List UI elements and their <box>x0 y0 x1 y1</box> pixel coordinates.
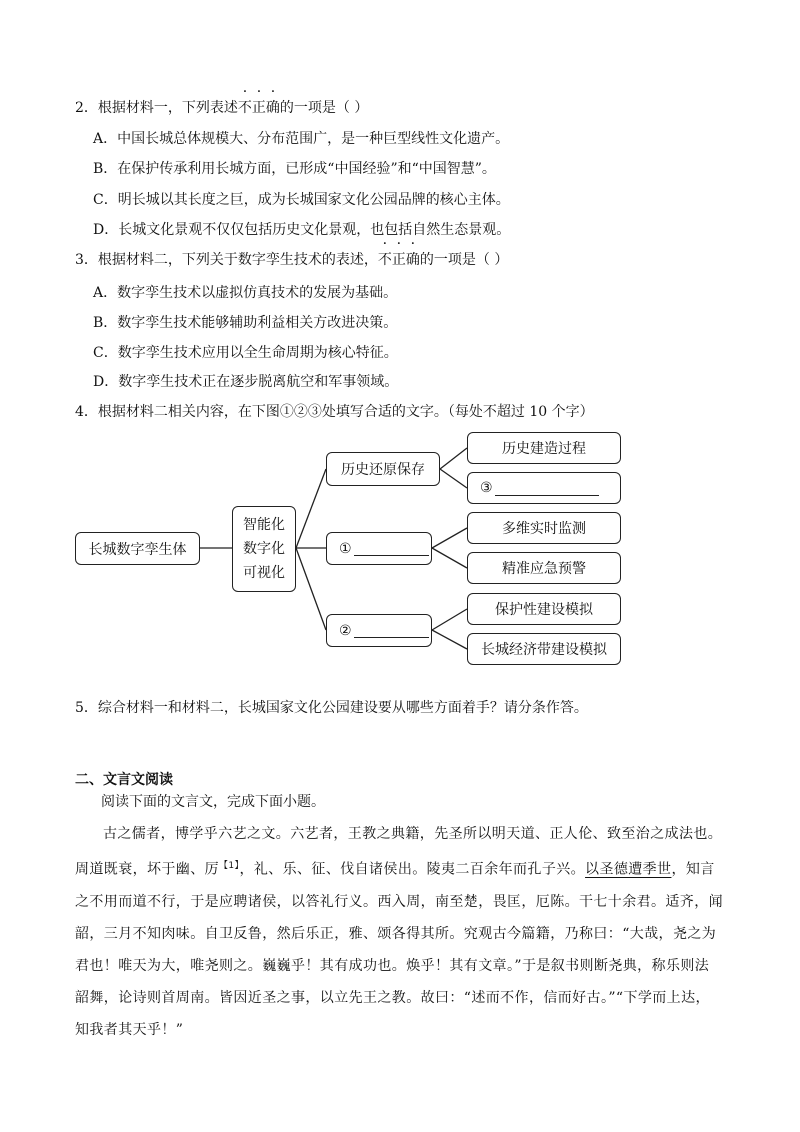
emphasis-char: 确 <box>405 252 420 268</box>
emphasis-char: 不 <box>237 100 252 116</box>
footnote-marker: 【1】 <box>219 861 240 871</box>
diagram-leaf-economic-sim: 长城经济带建设模拟 <box>467 633 621 665</box>
q3-option-a: A．数字孪生技术以虚拟仿真技术的发展为基础。 <box>93 285 398 301</box>
diagram-branch-blank-2: ② <box>326 614 432 647</box>
diagram-leaf-blank-3: ③ <box>467 472 621 504</box>
answer-blank <box>354 623 429 638</box>
classical-passage: 古之儒者，博学乎六艺之文。六艺者，王教之典籍，先圣所以明天道、正人伦、致至治之成法也。周道既衰，坏于幽、厉$^{【1】}$，礼、乐、征、伐自诸侯出。陵夷二百余年而孔子兴。以圣德遭季世，知言之不用而道不行，于是应聘诸侯，以答礼行义。西入周，南至楚，畏匡，厄陈。干七十余君。适齐，闻韶，三月不知肉味。自卫反鲁，然后乐正，雅、颂各得其所。究观古今篇籍，乃称曰：“大哉，尧之为君也！唯天为大，唯尧则之。巍巍乎！其有成功也。焕乎！其有文章。”于是叙书则断尧典，称乐则法韶舞，论诗则首周南。皆因近圣之事，以立先王之教。故曰：“述而不作，信而好古。”“下学而上达，知我者其天乎！” <box>75 826 723 1038</box>
q3-option-b: B．数字孪生技术能够辅助利益相关方改进决策。 <box>93 315 398 331</box>
q2-option-b: B．在保护传承利用长城方面，已形成“中国经验”和“中国智慧”。 <box>93 161 496 177</box>
diagram-leaf-protection-sim: 保护性建设模拟 <box>467 593 621 625</box>
q2-option-a: A．中国长城总体规模大、分布范围广，是一种巨型线性文化遗产。 <box>93 131 510 147</box>
q3-option-d: D．数字孪生技术正在逐步脱离航空和军事领域。 <box>93 374 399 390</box>
emphasis-char: 正 <box>251 100 266 116</box>
diagram-leaf-history-process: 历史建造过程 <box>467 432 621 464</box>
q5-stem: 5．综合材料一和材料二，长城国家文化公园建设要从哪些方面着手？请分条作答。 <box>75 700 588 716</box>
section-instruction: 阅读下面的文言文，完成下面小题。 <box>101 794 325 810</box>
diagram-branch-history: 历史还原保存 <box>326 452 440 486</box>
emphasis-char: 确 <box>265 100 280 116</box>
q3-option-c: C．数字孪生技术应用以全生命周期为核心特征。 <box>93 345 398 361</box>
diagram-center-node: 智能化 数字化 可视化 <box>232 506 296 592</box>
emphasis-char: 不 <box>377 252 392 268</box>
section-title: 二、文言文阅读 <box>75 772 173 788</box>
answer-blank <box>495 481 599 496</box>
diagram-leaf-warning: 精准应急预警 <box>467 552 621 584</box>
q4-stem: 4．根据材料二相关内容，在下图①②③处填写合适的文字。（每处不超过 10 个字） <box>75 404 594 420</box>
q2-stem: 2．根据材料一，下列表述不正确的一项是（ ） <box>75 100 369 116</box>
diagram-branch-blank-1: ① <box>326 532 432 565</box>
underlined-sentence: 以圣德遭季世 <box>585 861 672 878</box>
diagram-root-node: 长城数字孪生体 <box>75 532 200 565</box>
q3-stem: 3．根据材料二，下列关于数字孪生技术的表述，不正确的一项是（ ） <box>75 252 509 268</box>
answer-blank <box>354 541 429 556</box>
diagram-leaf-monitoring: 多维实时监测 <box>467 512 621 544</box>
q2-option-d: D．长城文化景观不仅仅包括历史文化景观，也包括自然生态景观。 <box>93 222 511 238</box>
emphasis-char: 正 <box>391 252 406 268</box>
q2-option-c: C．明长城以其长度之巨，成为长城国家文化公园品牌的核心主体。 <box>93 192 510 208</box>
